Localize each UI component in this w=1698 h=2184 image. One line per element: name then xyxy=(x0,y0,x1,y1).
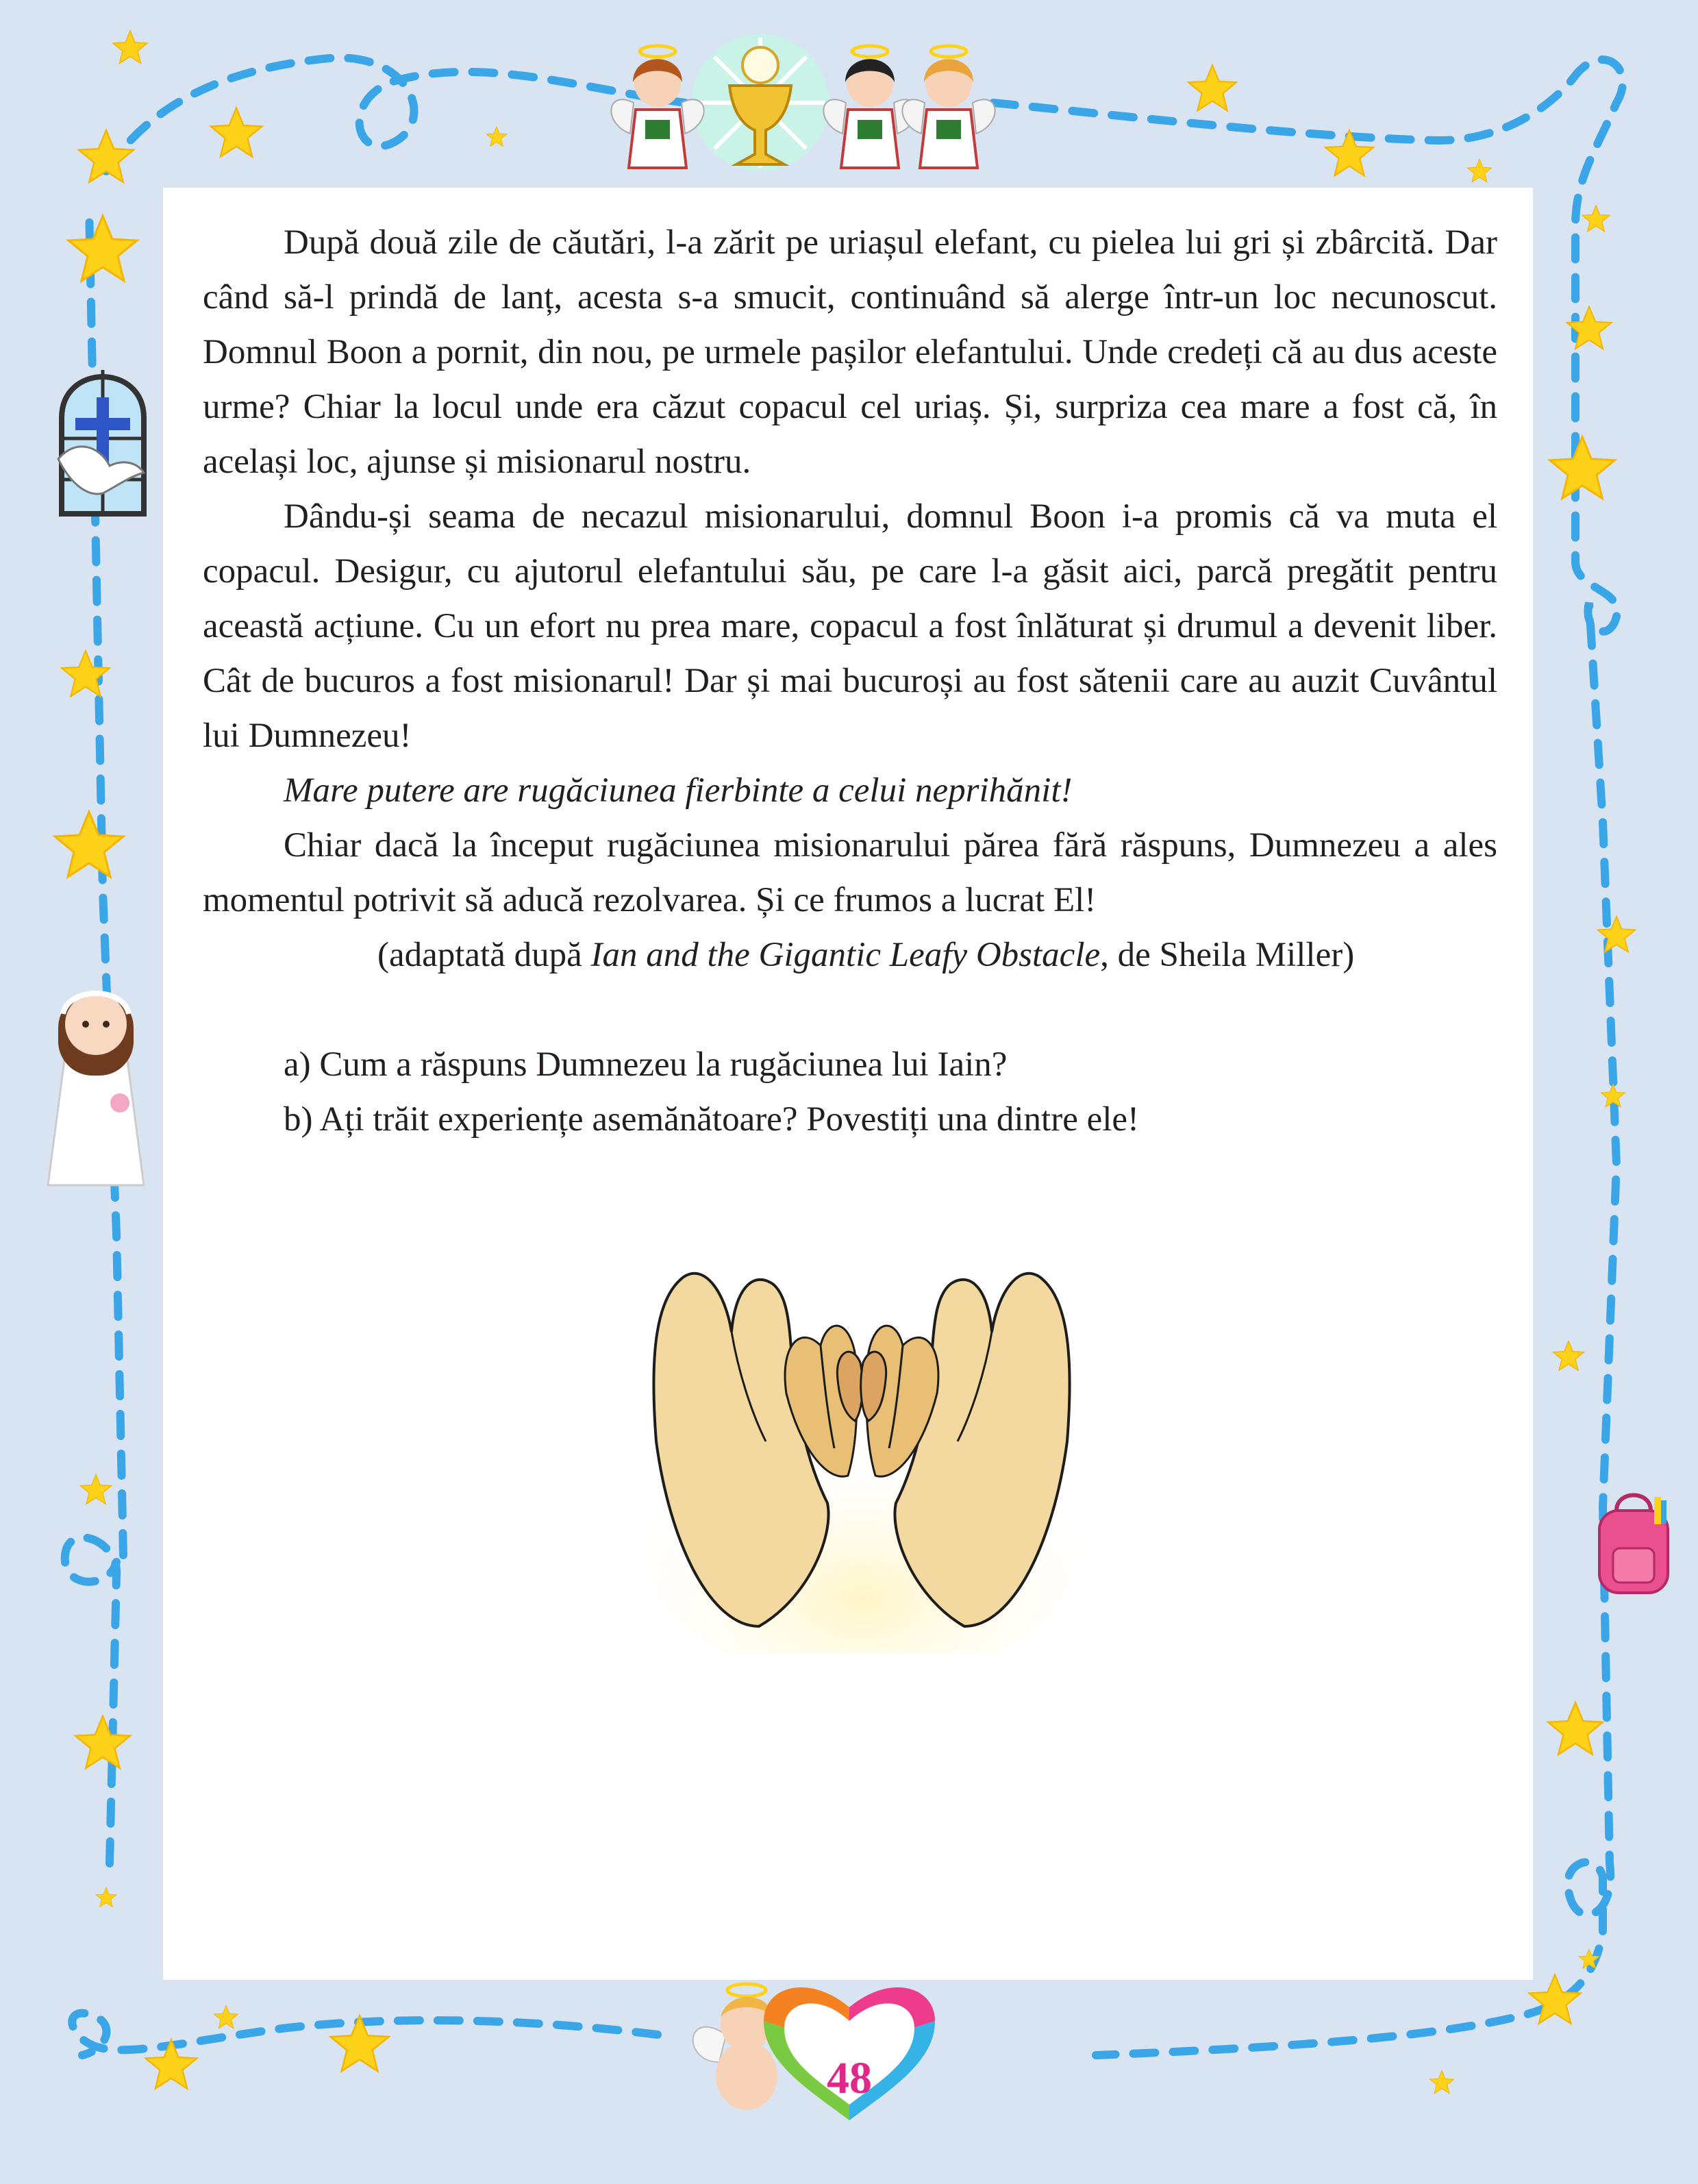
source-title: Ian and the Gigantic Leafy Obstacle xyxy=(590,936,1101,974)
paragraph-4: Chiar dacă la început rugăciunea misionarului părea fără răspuns, Dumnezeu a ales momentul potrivit să aducă rezolvarea. Și ce frumos a lucrat El! xyxy=(203,826,1497,919)
page-number: 48 xyxy=(827,2053,872,2103)
backpack-icon xyxy=(1599,1496,1668,1593)
question-b: b) Ați trăit experiențe asemănătoare? Povestiți una dintre ele! xyxy=(284,1100,1140,1139)
paragraph-1: După două zile de căutări, l-a zărit pe uriașul elefant, cu pielea lui gri și zbârcită. Dar când să-l prindă de lanț, acesta s-a smucit, continuând să alerge într-un loc necunoscut. Domnul Boon a pornit, din nou, pe urmele pașilor elefantului. Unde credeți că au dus aceste urme? Chiar la locul unde era căzut copacul cel uriaș. Și, surpriza cea mare a fost că, în același loc, ajunse și misionarul nostru. xyxy=(203,223,1497,481)
source-citation xyxy=(203,928,1497,982)
questions-list xyxy=(203,1037,1497,1147)
paragraph-2: Dându-și seama de necazul misionarului, domnul Boon i-a promis că va muta el copacul. Desigur, cu ajutorul elefantului său, pe care l-a găsit aici, parcă pregătit pentru această acțiune. Cu un efort nu prea mare, copacul a fost înlăturat și drumul a devenit liber. Cât de bucuros a fost misionarul! Dar și mai bucuroși au fost sătenii care au auzit Cuvântul lui Dumnezeu! xyxy=(203,497,1497,755)
cupped-hands-illustration xyxy=(629,1215,1095,1654)
girl-communion-icon xyxy=(48,993,144,1185)
praying-cherub-icon xyxy=(693,1984,777,2110)
angel-icon xyxy=(611,46,703,168)
angel-icon xyxy=(902,46,995,168)
chalice-icon xyxy=(692,34,829,171)
church-window-dove-icon xyxy=(58,370,144,514)
story-text xyxy=(203,215,1497,1147)
paragraph-3-italic: Mare putere are rugăciunea fierbinte a celui neprihănit! xyxy=(284,771,1073,810)
question-a: a) Cum a răspuns Dumnezeu la rugăciunea lui Iain? xyxy=(284,1045,1008,1084)
source-suffix: , de Sheila Miller) xyxy=(1100,936,1355,974)
content-panel xyxy=(163,188,1533,1980)
source-prefix: (adaptată după xyxy=(377,936,591,974)
